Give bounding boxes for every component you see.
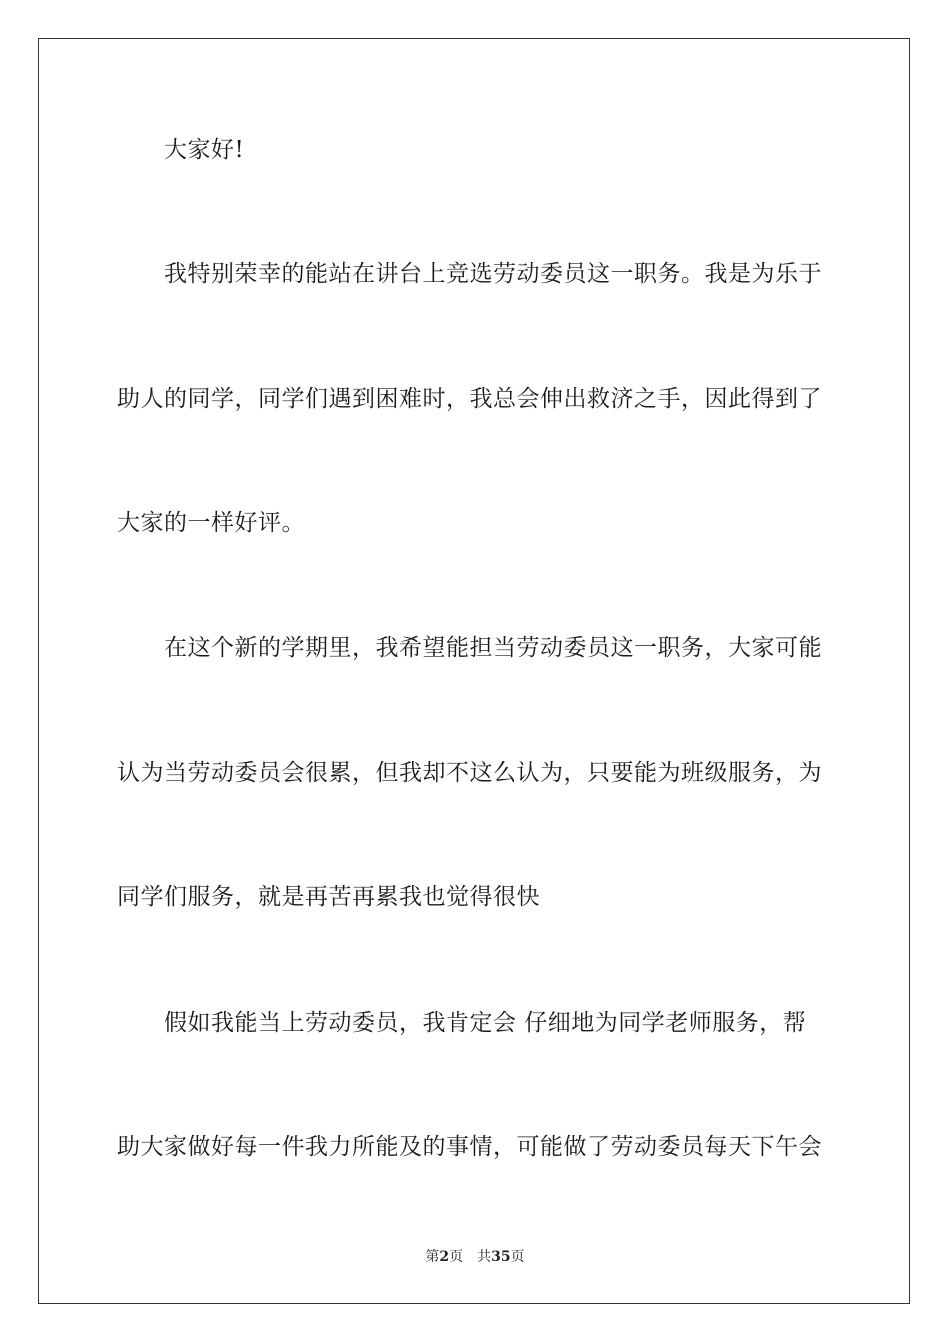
paragraph-1-line-3: 大家的一样好评。	[117, 510, 305, 536]
page-border	[38, 38, 910, 1304]
total-label-suffix: 页	[510, 1249, 525, 1265]
page-label-suffix: 页	[449, 1249, 464, 1265]
page-number: 2	[439, 1249, 450, 1265]
paragraph-2-line-3: 同学们服务，就是再苦再累我也觉得很快	[117, 884, 540, 910]
paragraph-2-line-2: 认为当劳动委员会很累，但我却不这么认为，只要能为班级服务，为	[117, 760, 822, 786]
paragraph-2-line-1: 在这个新的学期里，我希望能担当劳动委员这一职务，大家可能	[164, 635, 822, 661]
paragraph-3-line-2: 助大家做好每一件我力所能及的事情，可能做了劳动委员每天下午会	[117, 1134, 822, 1160]
total-pages: 35	[491, 1249, 511, 1265]
paragraph-1-line-1: 我特别荣幸的能站在讲台上竞选劳动委员这一职务。我是为乐于	[164, 261, 822, 287]
paragraph-1-line-2: 助人的同学，同学们遇到困难时，我总会伸出救济之手，因此得到了	[117, 386, 822, 412]
greeting-line: 大家好!	[164, 137, 245, 163]
page-label-prefix: 第	[425, 1249, 440, 1265]
page-footer	[0, 1248, 950, 1266]
total-label-prefix: 共	[477, 1249, 492, 1265]
paragraph-3-line-1: 假如我能当上劳动委员，我肯定会 仔细地为同学老师服务，帮	[164, 1010, 807, 1036]
